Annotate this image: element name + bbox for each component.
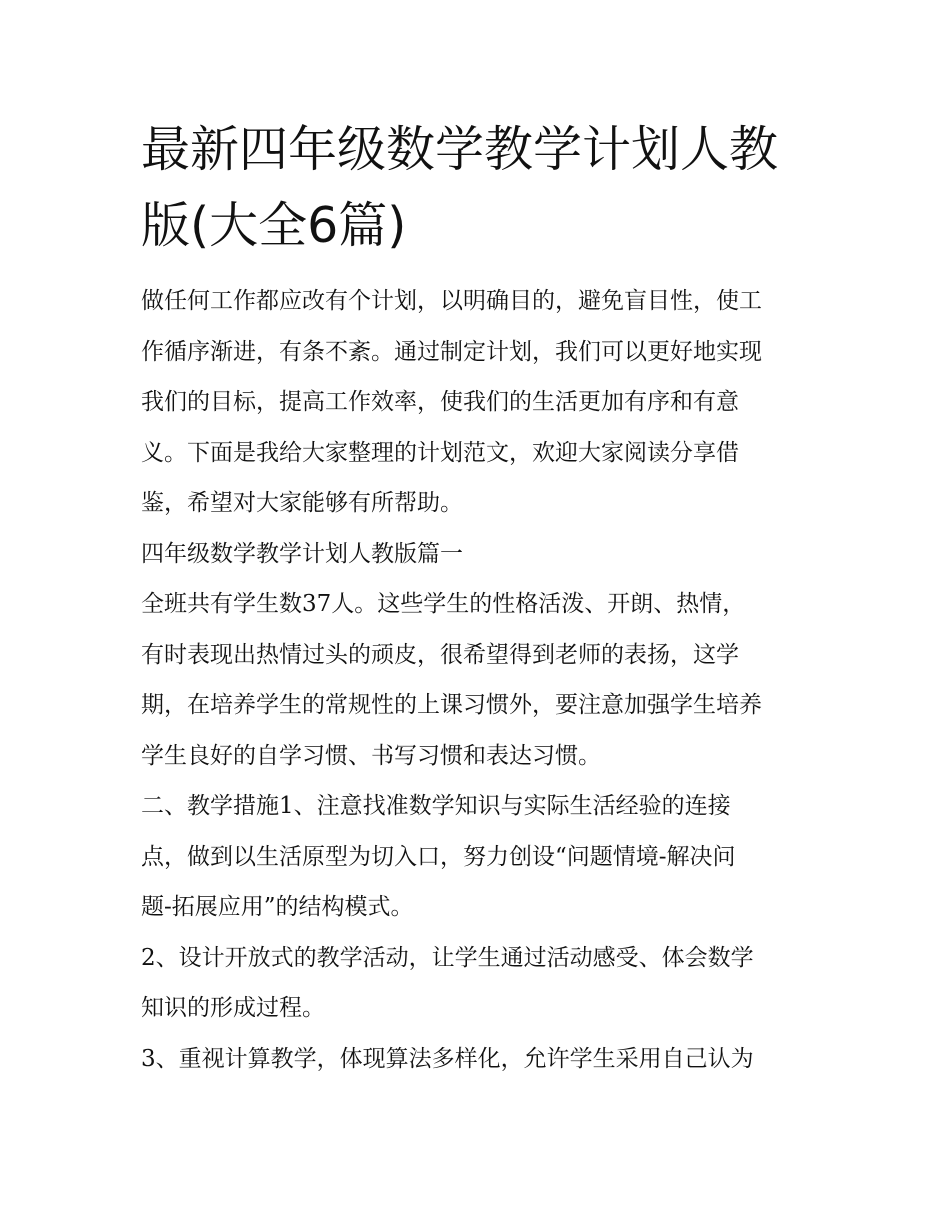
measure-2-line: 知识的形成过程。	[141, 995, 325, 1021]
measure-1-line: 二、教学措施1、注意找准数学知识与实际生活经验的连接	[141, 793, 731, 819]
intro-line: 做任何工作都应改有个计划，以明确目的，避免盲目性，使工	[141, 288, 762, 314]
measure-1-line: 题-拓展应用”的结构模式。	[141, 894, 414, 920]
measure-3-paragraph	[141, 1034, 812, 1085]
class-info-line: 期，在培养学生的常规性的上课习惯外，要注意加强学生培养	[141, 692, 762, 718]
measure-1-line: 点，做到以生活原型为切入口，努力创设“问题情境-解决问	[141, 843, 736, 870]
class-info-line: 学生良好的自学习惯、书写习惯和表达习惯。	[141, 742, 601, 769]
class-info-paragraph	[141, 579, 812, 781]
class-info-line: 全班共有学生数37人。这些学生的性格活泼、开朗、热情，	[141, 591, 746, 617]
intro-line: 义。下面是我给大家整理的计划范文，欢迎大家阅读分享借	[141, 439, 739, 466]
intro-paragraph	[141, 276, 812, 529]
measure-2-paragraph	[141, 933, 812, 1034]
intro-line: 我们的目标，提高工作效率，使我们的生活更加有序和有意	[141, 389, 739, 415]
title-line-2: 版(大全6篇)	[141, 197, 407, 254]
measure-1-paragraph	[141, 781, 812, 933]
section-heading-text: 四年级数学教学计划人教版篇一	[141, 540, 463, 567]
title-line-1: 最新四年级数学教学计划人教	[141, 121, 779, 178]
measure-3-line: 3、重视计算教学，体现算法多样化，允许学生采用自己认为	[141, 1045, 754, 1072]
document-title	[141, 112, 812, 264]
class-info-line: 有时表现出热情过头的顽皮，很希望得到老师的表扬，这学	[141, 641, 739, 668]
section-heading	[141, 529, 812, 580]
measure-2-line: 2、设计开放式的教学活动，让学生通过活动感受、体会数学	[141, 944, 754, 971]
intro-line: 鉴，希望对大家能够有所帮助。	[141, 490, 463, 516]
intro-line: 作循序渐进，有条不紊。通过制定计划，我们可以更好地实现	[141, 338, 762, 365]
